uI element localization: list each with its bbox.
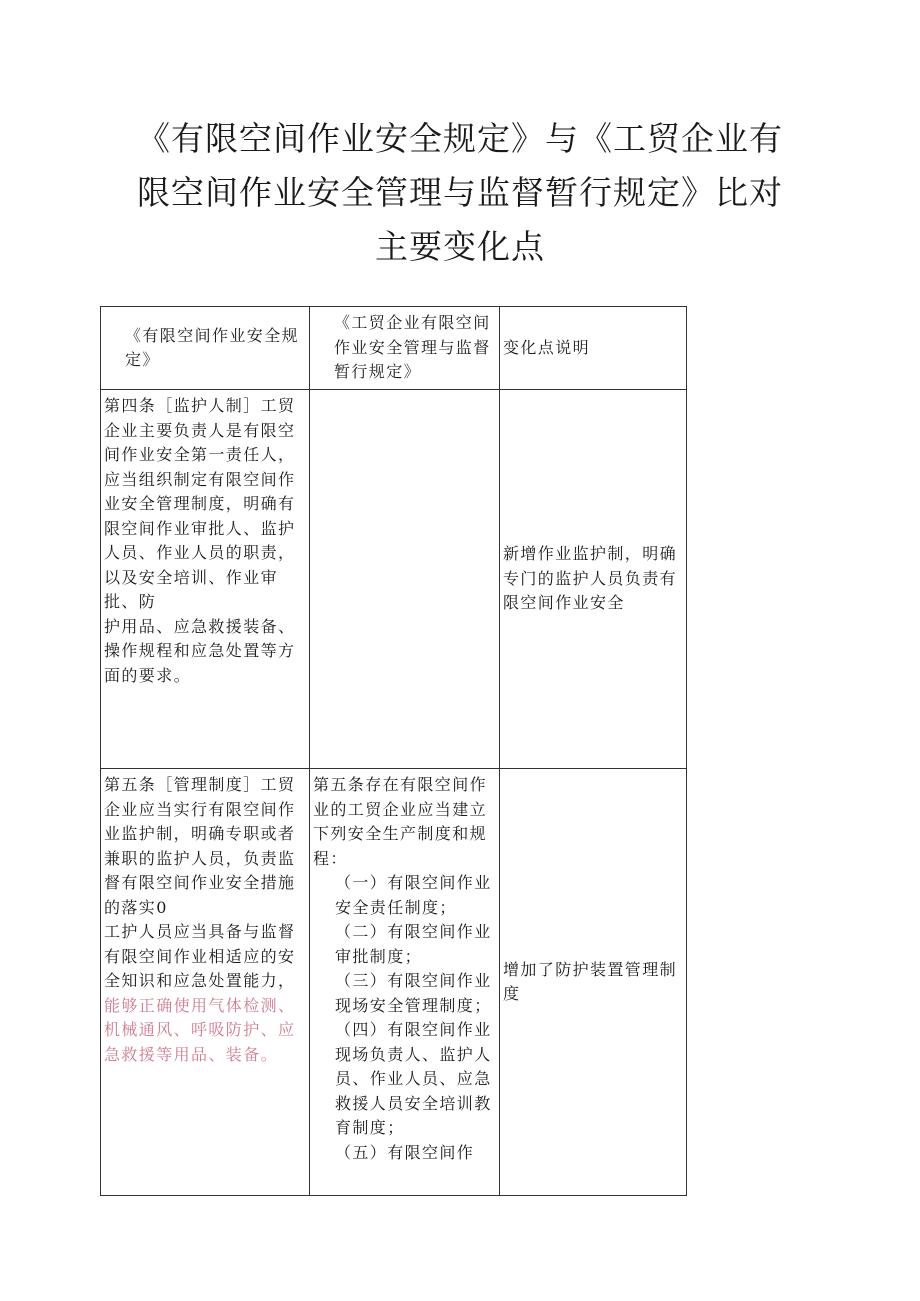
cell-new-article-5 <box>101 769 310 1196</box>
cell-change-note-1: 新增作业监护制，明确专门的监护人员负责有限空间作业安全 <box>500 390 687 769</box>
list-item: （二）有限空间作业审批制度； <box>335 922 492 966</box>
article-4-text-tail: 护用品、应急救援装备、操作规程和应急处置等方面的要求。 <box>104 616 296 685</box>
list-item: （一）有限空间作业安全责任制度； <box>335 873 492 917</box>
article-5-second-paragraph: 工护人员应当具备与监督有限空间作业相适应的安全知识和应急处置能力， <box>104 922 296 990</box>
article-5-highlighted-text: 能够正确使用气体检测、机械通风、呼吸防护、应急救援等用品、装备。 <box>104 995 296 1064</box>
title-line-1: 《有限空间作业安全规定》与《工贸企业有 <box>137 119 783 158</box>
document-title <box>60 112 860 274</box>
header-cell-new-rule: 《有限空间作业安全规定》 <box>101 307 310 390</box>
title-line-2: 限空间作业安全管理与监督暂行规定》比对 <box>137 173 783 212</box>
table-row <box>101 769 687 1196</box>
header-cell-old-rule: 《工贸企业有限空间作业安全管理与监督暂行规定》 <box>310 307 500 390</box>
table-header-row <box>101 307 687 390</box>
comparison-table <box>100 306 687 1196</box>
table-row <box>101 390 687 769</box>
list-item: （三）有限空间作业现场安全管理制度； <box>335 971 492 1015</box>
list-item: （五）有限空间作 <box>335 1142 475 1162</box>
header-cell-change-note: 变化点说明 <box>500 307 687 390</box>
article-4-text: 第四条［监护人制］工贸企业主要负责人是有限空间作业安全第一责任人，应当组织制定有限空间作业安全管理制度，明确有限空间作业审批人、监护人员、作业人员的职责，以及安全培训、作业审批、防 <box>104 396 296 611</box>
cell-old-article-5 <box>310 769 500 1196</box>
title-line-3: 主要变化点 <box>375 227 545 266</box>
old-article-5-intro: 第五条存在有限空间作业的工贸企业应当建立下列安全生产制度和规程： <box>313 775 488 868</box>
list-item: （四）有限空间作业现场负责人、监护人员、作业人员、应急救援人员安全培训教育制度； <box>335 1020 492 1137</box>
cell-new-article-4 <box>101 390 310 769</box>
article-5-text: 第五条［管理制度］工贸企业应当实行有限空间作业监护制，明确专职或者兼职的监护人员，负责监督有限空间作业安全措施的落实0 <box>104 775 296 917</box>
cell-old-empty <box>310 390 500 769</box>
cell-change-note-2: 增加了防护装置管理制度 <box>500 769 687 1196</box>
